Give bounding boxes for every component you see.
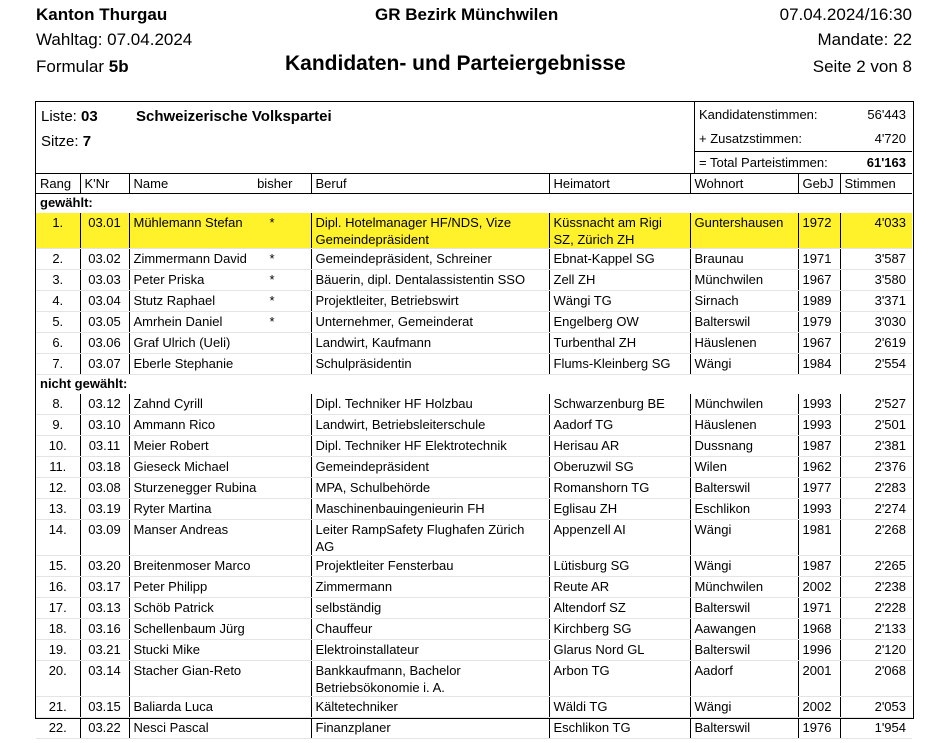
- name-cell: [129, 312, 311, 333]
- candidate-name: Ryter Martina: [133, 501, 212, 516]
- wohnort-cell: Münchwilen: [690, 394, 798, 415]
- candidate-name: Peter Philipp: [133, 579, 208, 594]
- knr-cell: 03.04: [80, 291, 129, 312]
- heimatort-cell: Oberuzwil SG: [549, 457, 690, 478]
- votes-cell: 2'527: [840, 394, 912, 415]
- beruf-cell: Landwirt, Kaufmann: [311, 333, 549, 354]
- heimatort-cell: Flums-Kleinberg SG: [549, 354, 690, 375]
- candidate-name: Baliarda Luca: [133, 699, 213, 714]
- beruf-cell: Projektleiter Fensterbau: [311, 556, 549, 577]
- candidate-name: Schöb Patrick: [133, 600, 214, 615]
- summary-rule: [695, 151, 912, 152]
- votes-cell: 2'376: [840, 457, 912, 478]
- candidate-row: [36, 598, 912, 619]
- candidate-row: [36, 577, 912, 598]
- gebj-cell: 1967: [798, 270, 840, 291]
- beruf-cell: Leiter RampSafety Flughafen Zürich AG: [311, 520, 549, 556]
- wohnort-cell: Balterswil: [690, 640, 798, 661]
- beruf-cell: Landwirt, Betriebsleiterschule: [311, 415, 549, 436]
- knr-cell: 03.13: [80, 598, 129, 619]
- rank-cell: 14.: [36, 520, 80, 556]
- heimatort-cell: Wäldi TG: [549, 697, 690, 718]
- knr-cell: 03.02: [80, 249, 129, 270]
- rank-cell: 2.: [36, 249, 80, 270]
- candidate-name: Sturzenegger Rubina: [133, 480, 257, 495]
- candidate-row: [36, 249, 912, 270]
- election-day: Wahltag: 07.04.2024: [36, 30, 193, 49]
- name-cell: [129, 556, 311, 577]
- candidate-name: Ammann Rico: [133, 417, 216, 432]
- candidate-votes-label: Kandidatenstimmen:: [699, 107, 818, 122]
- wohnort-cell: Wängi: [690, 697, 798, 718]
- col-gebj: GebJ: [798, 174, 840, 194]
- gebj-cell: 1962: [798, 457, 840, 478]
- knr-cell: 03.06: [80, 333, 129, 354]
- beruf-cell: Maschinenbauingenieurin FH: [311, 499, 549, 520]
- heimatort-cell: Romanshorn TG: [549, 478, 690, 499]
- rank-cell: 6.: [36, 333, 80, 354]
- knr-cell: 03.11: [80, 436, 129, 457]
- votes-cell: 2'554: [840, 354, 912, 375]
- additional-votes-value: 4'720: [874, 131, 906, 146]
- gebj-cell: 1981: [798, 520, 840, 556]
- form-id: [36, 57, 129, 77]
- gebj-cell: 1993: [798, 394, 840, 415]
- wohnort-cell: Braunau: [690, 249, 798, 270]
- beruf-cell: Dipl. Hotelmanager HF/NDS, Vize Gemeindepräsident: [311, 213, 549, 249]
- rank-cell: 4.: [36, 291, 80, 312]
- heimatort-cell: Zell ZH: [549, 270, 690, 291]
- votes-cell: 2'501: [840, 415, 912, 436]
- col-bisher: bisher: [257, 176, 293, 191]
- knr-cell: 03.15: [80, 697, 129, 718]
- votes-cell: 2'120: [840, 640, 912, 661]
- candidate-row: [36, 333, 912, 354]
- gebj-cell: 1993: [798, 415, 840, 436]
- page-number: Seite 2 von 8: [812, 57, 912, 76]
- gebj-cell: 1996: [798, 640, 840, 661]
- beruf-cell: Projektleiter, Betriebswirt: [311, 291, 549, 312]
- name-cell: [129, 697, 311, 718]
- candidate-name: Stacher Gian-Reto: [133, 663, 242, 678]
- gebj-cell: 1967: [798, 333, 840, 354]
- candidate-row: [36, 661, 912, 697]
- name-cell: [129, 478, 311, 499]
- wohnort-cell: Häuslenen: [690, 415, 798, 436]
- col-knr: K'Nr: [80, 174, 129, 194]
- name-cell: [129, 394, 311, 415]
- knr-cell: 03.10: [80, 415, 129, 436]
- candidate-row: [36, 270, 912, 291]
- knr-cell: 03.21: [80, 640, 129, 661]
- candidate-name: Stucki Mike: [133, 642, 200, 657]
- heimatort-cell: Altendorf SZ: [549, 598, 690, 619]
- results-table: [36, 173, 912, 739]
- wohnort-cell: Wilen: [690, 457, 798, 478]
- form-label: Formular: [36, 57, 105, 76]
- candidate-name: Breitenmoser Marco: [133, 558, 251, 573]
- beruf-cell: Finanzplaner: [311, 718, 549, 739]
- votes-cell: 3'587: [840, 249, 912, 270]
- gebj-cell: 1979: [798, 312, 840, 333]
- group-label: gewählt:: [40, 195, 93, 210]
- candidate-row: [36, 354, 912, 375]
- seats-value: 7: [82, 133, 92, 150]
- candidate-name: Nesci Pascal: [133, 720, 209, 735]
- beruf-cell: Dipl. Techniker HF Elektrotechnik: [311, 436, 549, 457]
- candidate-name: Gieseck Michael: [133, 459, 229, 474]
- heimatort-cell: Aadorf TG: [549, 415, 690, 436]
- name-cell: [129, 333, 311, 354]
- votes-cell: 2'283: [840, 478, 912, 499]
- candidate-name: Eberle Stephanie: [133, 356, 234, 371]
- col-name: [129, 174, 311, 194]
- wohnort-cell: Aadorf: [690, 661, 798, 697]
- beruf-cell: Elektroinstallateur: [311, 640, 549, 661]
- candidate-row: [36, 499, 912, 520]
- votes-cell: 2'228: [840, 598, 912, 619]
- candidate-row: [36, 312, 912, 333]
- votes-cell: 3'580: [840, 270, 912, 291]
- candidate-name: Amrhein Daniel: [133, 314, 223, 329]
- beruf-cell: Chauffeur: [311, 619, 549, 640]
- seats-label: Sitze:: [41, 133, 79, 150]
- wohnort-cell: Aawangen: [690, 619, 798, 640]
- summary-divider: [694, 101, 695, 173]
- heimatort-cell: Schwarzenburg BE: [549, 394, 690, 415]
- seats-won: [41, 133, 91, 150]
- candidate-row: [36, 415, 912, 436]
- name-cell: [129, 640, 311, 661]
- form-code: 5b: [108, 57, 129, 76]
- wohnort-cell: Balterswil: [690, 598, 798, 619]
- rank-cell: 18.: [36, 619, 80, 640]
- candidate-row: [36, 213, 912, 249]
- rank-cell: 9.: [36, 415, 80, 436]
- name-cell: [129, 520, 311, 556]
- name-cell: [129, 619, 311, 640]
- votes-cell: 2'274: [840, 499, 912, 520]
- rank-cell: 7.: [36, 354, 80, 375]
- wohnort-cell: Balterswil: [690, 478, 798, 499]
- col-stimmen: Stimmen: [840, 174, 912, 194]
- candidate-name: Meier Robert: [133, 438, 209, 453]
- gebj-cell: 1993: [798, 499, 840, 520]
- beruf-cell: selbständig: [311, 598, 549, 619]
- candidate-row: [36, 556, 912, 577]
- heimatort-cell: Herisau AR: [549, 436, 690, 457]
- rank-cell: 16.: [36, 577, 80, 598]
- candidate-row: [36, 478, 912, 499]
- rank-cell: 22.: [36, 718, 80, 739]
- col-heimatort: Heimatort: [549, 174, 690, 194]
- name-cell: [129, 213, 311, 249]
- wohnort-cell: Sirnach: [690, 291, 798, 312]
- knr-cell: 03.09: [80, 520, 129, 556]
- candidate-row: [36, 697, 912, 718]
- additional-votes-label: + Zusatzstimmen:: [699, 131, 802, 146]
- party-name: Schweizerische Volkspartei: [136, 108, 332, 125]
- knr-cell: 03.08: [80, 478, 129, 499]
- gebj-cell: 2002: [798, 697, 840, 718]
- votes-cell: 2'238: [840, 577, 912, 598]
- table-header-row: [36, 174, 912, 194]
- gebj-cell: 1971: [798, 249, 840, 270]
- candidate-name: Manser Andreas: [133, 522, 229, 537]
- heimatort-cell: Eschlikon TG: [549, 718, 690, 739]
- rank-cell: 8.: [36, 394, 80, 415]
- beruf-cell: Bäuerin, dipl. Dentalassistentin SSO: [311, 270, 549, 291]
- col-name-label: Name: [133, 176, 169, 191]
- knr-cell: 03.07: [80, 354, 129, 375]
- rank-cell: 17.: [36, 598, 80, 619]
- votes-cell: 1'954: [840, 718, 912, 739]
- candidate-row: [36, 520, 912, 556]
- bisher-mark: *: [269, 293, 275, 308]
- heimatort-cell: Turbenthal ZH: [549, 333, 690, 354]
- bisher-mark: *: [269, 251, 275, 266]
- beruf-cell: Gemeindepräsident: [311, 457, 549, 478]
- name-cell: [129, 436, 311, 457]
- votes-cell: 3'371: [840, 291, 912, 312]
- gebj-cell: 1987: [798, 436, 840, 457]
- beruf-cell: MPA, Schulbehörde: [311, 478, 549, 499]
- beruf-cell: Bankkaufmann, Bachelor Betriebsökonomie i. A.: [311, 661, 549, 697]
- heimatort-cell: Küssnacht am Rigi SZ, Zürich ZH: [549, 213, 690, 249]
- wohnort-cell: Eschlikon: [690, 499, 798, 520]
- candidate-name: Zimmermann David: [133, 251, 247, 266]
- gebj-cell: 1976: [798, 718, 840, 739]
- heimatort-cell: Appenzell AI: [549, 520, 690, 556]
- beruf-cell: Kältetechniker: [311, 697, 549, 718]
- candidate-row: [36, 619, 912, 640]
- votes-cell: 3'030: [840, 312, 912, 333]
- heimatort-cell: Glarus Nord GL: [549, 640, 690, 661]
- col-beruf: Beruf: [311, 174, 549, 194]
- candidate-row: [36, 394, 912, 415]
- col-rank: Rang: [36, 174, 80, 194]
- rank-cell: 11.: [36, 457, 80, 478]
- knr-cell: 03.18: [80, 457, 129, 478]
- district-label: GR Bezirk Münchwilen: [375, 5, 559, 24]
- knr-cell: 03.01: [80, 213, 129, 249]
- candidate-row: [36, 718, 912, 739]
- list-label: Liste:: [41, 108, 77, 125]
- wohnort-cell: Dussnang: [690, 436, 798, 457]
- name-cell: [129, 598, 311, 619]
- wohnort-cell: Wängi: [690, 354, 798, 375]
- bisher-mark: *: [269, 272, 275, 287]
- heimatort-cell: Wängi TG: [549, 291, 690, 312]
- name-cell: [129, 249, 311, 270]
- knr-cell: 03.22: [80, 718, 129, 739]
- bisher-mark: *: [269, 314, 275, 329]
- rank-cell: 15.: [36, 556, 80, 577]
- candidate-name: Stutz Raphael: [133, 293, 216, 308]
- wohnort-cell: Balterswil: [690, 718, 798, 739]
- heimatort-cell: Engelberg OW: [549, 312, 690, 333]
- list-number: [41, 108, 98, 125]
- votes-cell: 2'265: [840, 556, 912, 577]
- wohnort-cell: Wängi: [690, 556, 798, 577]
- gebj-cell: 2002: [798, 577, 840, 598]
- gebj-cell: 2001: [798, 661, 840, 697]
- candidate-row: [36, 457, 912, 478]
- heimatort-cell: Eglisau ZH: [549, 499, 690, 520]
- candidate-name: Graf Ulrich (Ueli): [133, 335, 231, 350]
- name-cell: [129, 291, 311, 312]
- group-row: [36, 194, 912, 214]
- heimatort-cell: Arbon TG: [549, 661, 690, 697]
- beruf-cell: Zimmermann: [311, 577, 549, 598]
- beruf-cell: Gemeindepräsident, Schreiner: [311, 249, 549, 270]
- candidate-name: Peter Priska: [133, 272, 205, 287]
- name-cell: [129, 661, 311, 697]
- knr-cell: 03.19: [80, 499, 129, 520]
- votes-cell: 4'033: [840, 213, 912, 249]
- candidate-name: Schellenbaum Jürg: [133, 621, 245, 636]
- group-row: [36, 375, 912, 395]
- wohnort-cell: Guntershausen: [690, 213, 798, 249]
- wohnort-cell: Münchwilen: [690, 270, 798, 291]
- seats-total: Mandate: 22: [817, 30, 912, 49]
- name-cell: [129, 499, 311, 520]
- heimatort-cell: Lütisburg SG: [549, 556, 690, 577]
- gebj-cell: 1989: [798, 291, 840, 312]
- gebj-cell: 1968: [798, 619, 840, 640]
- name-cell: [129, 577, 311, 598]
- gebj-cell: 1987: [798, 556, 840, 577]
- table-body: [36, 194, 912, 739]
- candidate-votes-value: 56'443: [867, 107, 906, 122]
- knr-cell: 03.03: [80, 270, 129, 291]
- votes-cell: 2'619: [840, 333, 912, 354]
- rank-cell: 10.: [36, 436, 80, 457]
- gebj-cell: 1977: [798, 478, 840, 499]
- name-cell: [129, 718, 311, 739]
- report-timestamp: 07.04.2024/16:30: [779, 5, 912, 24]
- rank-cell: 5.: [36, 312, 80, 333]
- candidate-name: Mühlemann Stefan: [133, 215, 243, 230]
- rank-cell: 20.: [36, 661, 80, 697]
- rank-cell: 13.: [36, 499, 80, 520]
- candidate-row: [36, 291, 912, 312]
- beruf-cell: Unternehmer, Gemeinderat: [311, 312, 549, 333]
- rank-cell: 19.: [36, 640, 80, 661]
- gebj-cell: 1972: [798, 213, 840, 249]
- votes-cell: 2'381: [840, 436, 912, 457]
- candidate-row: [36, 640, 912, 661]
- total-votes-label: = Total Parteistimmen:: [699, 155, 828, 170]
- knr-cell: 03.20: [80, 556, 129, 577]
- rank-cell: 1.: [36, 213, 80, 249]
- name-cell: [129, 270, 311, 291]
- wohnort-cell: Wängi: [690, 520, 798, 556]
- beruf-cell: Dipl. Techniker HF Holzbau: [311, 394, 549, 415]
- heimatort-cell: Reute AR: [549, 577, 690, 598]
- canton-label: Kanton Thurgau: [36, 5, 168, 24]
- knr-cell: 03.16: [80, 619, 129, 640]
- candidate-name: Zahnd Cyrill: [133, 396, 203, 411]
- votes-cell: 2'268: [840, 520, 912, 556]
- bisher-mark: *: [269, 215, 275, 230]
- rank-cell: 21.: [36, 697, 80, 718]
- page-title: Kandidaten- und Parteiergebnisse: [285, 52, 626, 75]
- knr-cell: 03.12: [80, 394, 129, 415]
- candidate-row: [36, 436, 912, 457]
- group-label: nicht gewählt:: [40, 376, 128, 391]
- beruf-cell: Schulpräsidentin: [311, 354, 549, 375]
- heimatort-cell: Ebnat-Kappel SG: [549, 249, 690, 270]
- wohnort-cell: Balterswil: [690, 312, 798, 333]
- col-wohnort: Wohnort: [690, 174, 798, 194]
- name-cell: [129, 457, 311, 478]
- knr-cell: 03.05: [80, 312, 129, 333]
- votes-cell: 2'133: [840, 619, 912, 640]
- votes-cell: 2'068: [840, 661, 912, 697]
- name-cell: [129, 415, 311, 436]
- wohnort-cell: Münchwilen: [690, 577, 798, 598]
- gebj-cell: 1984: [798, 354, 840, 375]
- rank-cell: 3.: [36, 270, 80, 291]
- heimatort-cell: Kirchberg SG: [549, 619, 690, 640]
- list-no: 03: [81, 108, 98, 125]
- gebj-cell: 1971: [798, 598, 840, 619]
- total-votes-value: 61'163: [866, 155, 906, 170]
- knr-cell: 03.17: [80, 577, 129, 598]
- knr-cell: 03.14: [80, 661, 129, 697]
- wohnort-cell: Häuslenen: [690, 333, 798, 354]
- rank-cell: 12.: [36, 478, 80, 499]
- name-cell: [129, 354, 311, 375]
- votes-cell: 2'053: [840, 697, 912, 718]
